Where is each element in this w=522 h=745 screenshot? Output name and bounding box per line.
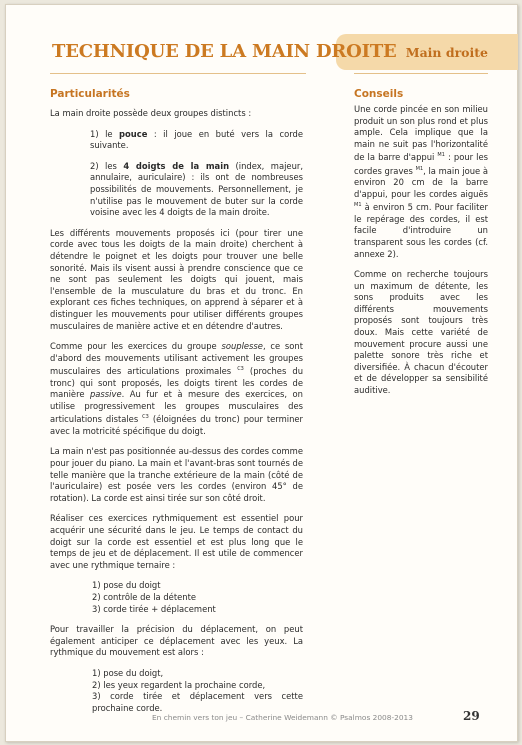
list-item: 2) les yeux regardent la prochaine corde, xyxy=(92,679,266,690)
left-rule xyxy=(50,73,306,74)
list-item-doigts xyxy=(90,161,303,219)
reference: M1 xyxy=(437,152,445,159)
page-title: TECHNIQUE DE LA MAIN DROITE xyxy=(52,41,397,62)
paragraph: Réaliser ces exercices rythmiquement est essentiel pour acquérir une sécurité dans le jeu. Le temps de contact du doigt sur la corde est essentiel et est plus long que le temps de jeu et de déplacement. Il est utile de commencer avec une rythmique ternaire : xyxy=(50,513,303,570)
list-item: 2) contrôle de la détente xyxy=(92,591,197,602)
reference: C3 xyxy=(237,366,244,373)
text: : pour les cordes graves xyxy=(354,152,489,176)
rhythm-list xyxy=(92,580,303,615)
page-number: 29 xyxy=(463,709,480,723)
text: . Au fur et à mesure des exercices, on utilise progressivement les groupes musculaires des articulations distales xyxy=(50,389,303,425)
paragraph: La main n'est pas positionnée au-dessus des cordes comme pour jouer du piano. La main et l'avant-bras sont tournés de telle manière que la tranche extérieure de la main (côté de l'auriculaire) est posée vers les cordes (environ 45° de rotation). La corde est ainsi tirée sur son côté droit. xyxy=(50,446,303,503)
list-item: 3) corde tirée et déplacement vers cette prochaine corde. xyxy=(92,691,303,713)
paragraph: Les différents mouvements proposés ici (pour tirer une corde avec tous les doigts de la main droite) cherchent à détendre le poignet et les doigts pour trouver une belle sonorité. Mais ils visent aussi à prendre conscience que ce ne sont pas seulement les doigts qui jouent, mais l'ensemble de la musculature du bras et du tronc. En explorant ces fiches techniques, on apprend à séparer et à distinguer les mouvements pour utiliser différents groupes musculaires de manière active et en détendre d'autres. xyxy=(50,227,303,331)
text: (éloignées du tronc) pour terminer avec la motricité spécifique du doigt. xyxy=(50,414,303,436)
item-number: 2) les xyxy=(90,160,124,171)
right-heading: Conseils xyxy=(354,88,404,100)
text: (proches du tronc) qui sont proposés, les doigts tirent les cordes de manière xyxy=(50,366,304,400)
paragraph: Pour travailler la précision du déplacement, on peut également anticiper ce déplacement avec les yeux. La rythmique du mouvement est alors : xyxy=(50,624,303,658)
item-text: (index, majeur, annulaire, auriculaire) : ils ont de nombreuses possibilités de mouvements. Personnellement, je n'utilise pas le mouvement de buter sur la corde voisine avec les 4 doigts de la main droite. xyxy=(90,160,303,218)
page xyxy=(5,4,518,742)
list-item: 3) corde tirée + déplacement xyxy=(92,603,216,614)
right-rule xyxy=(354,73,488,74)
paragraph xyxy=(354,104,488,260)
text: Comme pour les exercices du groupe xyxy=(50,341,222,352)
reference: C3 xyxy=(142,414,149,421)
text: , ce sont d'abord des mouvements utilisant activement les groupes musculaires des articulations proximales xyxy=(50,341,304,377)
text: à environ 5 cm. Pour faciliter le repérage des cordes, il est facile d'introduire un transparent sous les cordes (cf. annexe 2). xyxy=(354,202,488,259)
item-bold: 4 doigts de la main xyxy=(123,160,230,171)
left-column xyxy=(50,108,303,723)
right-column xyxy=(354,104,488,406)
list-item-pouce xyxy=(90,129,303,152)
rhythm-list-2 xyxy=(92,668,303,714)
text: , la main joue à environ 20 cm de la barre d'appui, pour les cordes aiguës xyxy=(354,165,488,199)
reference: M1 xyxy=(415,165,424,172)
reference: M1 xyxy=(354,202,362,209)
item-bold: pouce xyxy=(119,128,148,139)
paragraph xyxy=(50,341,303,437)
paragraph: La main droite possède deux groupes distincts : xyxy=(50,108,252,118)
emphasis: souplesse xyxy=(221,341,263,352)
text: Une corde pincée en son milieu produit un son plus rond et plus ample. Cela implique que la main ne suit pas l'horizontalité de la barre d'appui xyxy=(354,104,488,163)
left-heading: Particularités xyxy=(50,88,130,100)
item-text: : il joue en buté vers la corde suivante. xyxy=(90,128,303,151)
footer-text: En chemin vers ton jeu – Catherine Weidemann © Psalmos 2008-2013 xyxy=(152,713,413,722)
section-tab-label: Main droite xyxy=(405,45,488,60)
paragraph: Comme on recherche toujours un maximum de détente, les sons produits avec les différents mouvements proposés sont toujours très doux. Mais cette variété de mouvement procure aussi une palette sonore très riche et diversifiée. À chacun d'écouter et de développer sa sensibilité auditive. xyxy=(354,269,488,396)
emphasis: passive xyxy=(89,389,122,400)
list-item: 1) pose du doigt, xyxy=(92,667,164,678)
list-item: 1) pose du doigt xyxy=(92,580,161,591)
item-number: 1) le xyxy=(90,128,120,139)
